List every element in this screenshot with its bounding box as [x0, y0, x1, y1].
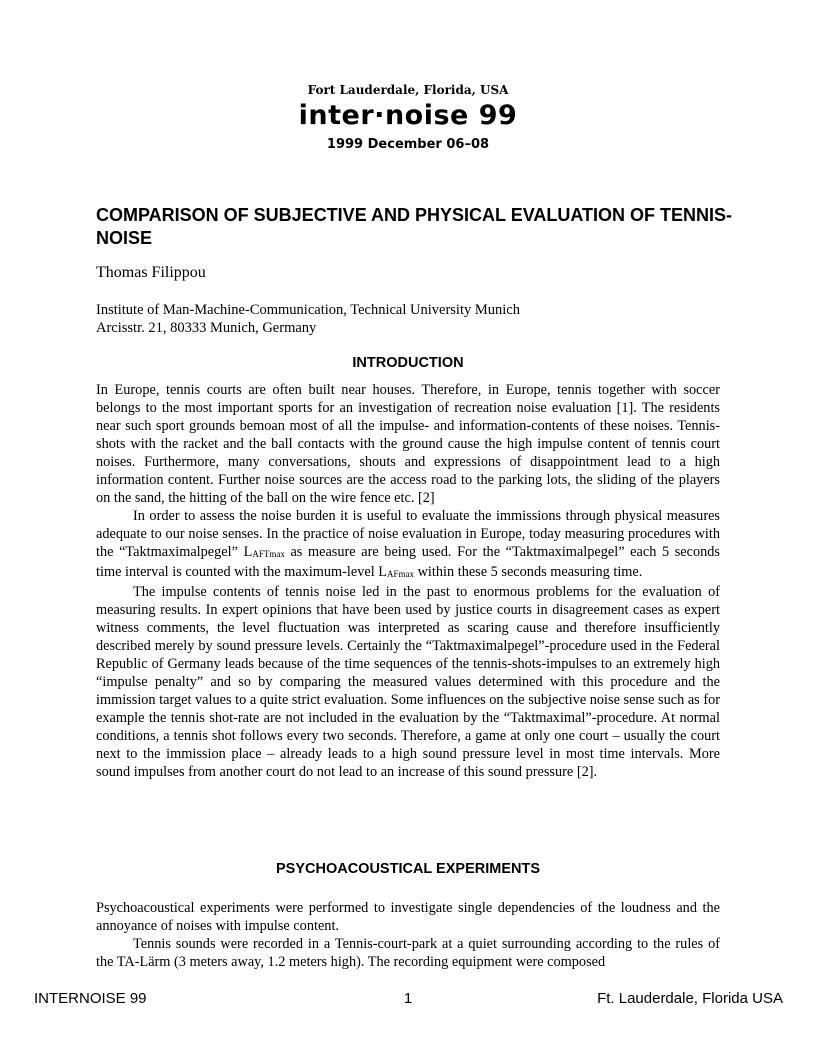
paragraph-2-text-b: as measure are being used. For the “Taktmaximalpegel” each 5 seconds time interval is counted with the maximum-level L: [96, 544, 720, 580]
introduction-body: [96, 381, 720, 781]
paper-affiliation: [96, 301, 520, 337]
subscript-laftmax: AFTmax: [252, 549, 285, 559]
footer-conference: INTERNOISE 99: [34, 990, 147, 1007]
introduction-paragraph-3: The impulse contents of tennis noise led in the past to enormous problems for the evaluation of measuring results. In expert opinions that have been used by justice courts in disagreement cases as expert witness comments, the level fluctuation was interpreted as scaring cause and therefore insufficiently described merely by sound pressure levels. Certainly the “Taktmaximalpegel”-procedure used in the Federal Republic of Germany leads because of the time sequences of the tennis-shots-impulses to an extremely high “impulse penalty” and so by comparing the measured values determined with this procedure and the immission target values to a quite strict evaluation. Some influences on the subjective noise sense such as for example the tennis shot-rate are not included in the evaluation by the “Taktmaximal”-procedure. At normal conditions, a tennis shot follows every two seconds. Therefore, a game at only one court – usually the court next to the immission place – already leads to a high sound pressure level in most time intervals. More sound impulses from another court do not lead to an increase of this sound pressure [2].: [96, 584, 720, 780]
paper-author: Thomas Filippou: [96, 264, 206, 281]
section-heading-psychoacoustical: PSYCHOACOUSTICAL EXPERIMENTS: [276, 861, 540, 877]
affiliation-line-1: Institute of Man-Machine-Communication, Technical University Munich: [96, 302, 520, 318]
psychoacoustical-paragraph-2: Tennis sounds were recorded in a Tennis-court-park at a quiet surrounding according to the rules of the TA-Lärm (3 meters away, 1.2 meters high). The recording equipment were composed: [96, 936, 720, 970]
subscript-lafmax: AFmax: [387, 569, 415, 579]
footer-page-number: 1: [403, 990, 413, 1007]
introduction-paragraph-2: [96, 507, 720, 583]
psychoacoustical-paragraph-1: Psychoacoustical experiments were performed to investigate single dependencies of the loudness and the annoyance of noises with impulse content.: [96, 900, 720, 934]
conference-logo-name: inter·noise 99: [298, 100, 518, 131]
paper-title: COMPARISON OF SUBJECTIVE AND PHYSICAL EVALUATION OF TENNIS-NOISE: [96, 205, 733, 248]
affiliation-line-2: Arcisstr. 21, 80333 Munich, Germany: [96, 320, 317, 336]
introduction-paragraph-1: In Europe, tennis courts are often built near houses. Therefore, in Europe, tennis together with soccer belongs to the most important sports for an investigation of recreation noise evaluation [1]. The residents near such sport grounds bemoan most of all the impulse- and information-contents of these noises. Tennis-shots with the racket and the ball contacts with the ground cause the high impulse content of tennis court noises. Furthermore, many conversations, shouts and expressions of disappointment lead to a high information content. Further noise sources are the access road to the parking lots, the sliding of the players on the sand, the hitting of the ball on the wire fence etc. [2]: [96, 382, 720, 506]
footer-location: Ft. Lauderdale, Florida USA: [597, 990, 783, 1007]
conference-location: Fort Lauderdale, Florida, USA: [307, 83, 509, 97]
paragraph-2-text-a: In order to assess the noise burden it is useful to evaluate the immissions through physical measures adequate to our noise senses. In the practice of noise evaluation in Europe, today measuring procedures with the “Taktmaximalpegel” L: [96, 508, 720, 560]
section-heading-introduction: INTRODUCTION: [352, 355, 464, 371]
psychoacoustical-body: [96, 899, 720, 971]
conference-date: 1999 December 06–08: [326, 137, 490, 152]
paragraph-2-text-c: within these 5 seconds measuring time.: [414, 564, 643, 580]
